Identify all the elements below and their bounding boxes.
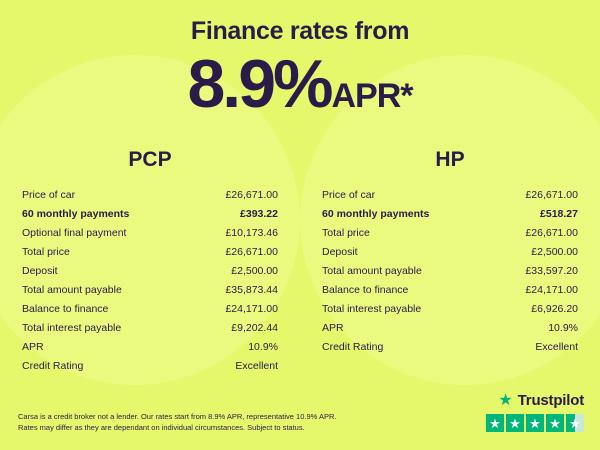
trustpilot-logo bbox=[486, 392, 584, 409]
row-label: Balance to finance bbox=[322, 284, 409, 296]
rate-value: 8.9% bbox=[187, 45, 331, 122]
row-value: £24,171.00 bbox=[225, 303, 278, 315]
disclaimer bbox=[18, 411, 348, 434]
disclaimer-line-2: Rates may differ as they are dependant on individual circumstances. Subject to status. bbox=[18, 423, 305, 433]
star-icon bbox=[526, 414, 544, 432]
table-row bbox=[22, 186, 278, 205]
table-row bbox=[22, 357, 278, 376]
row-value: £26,671.00 bbox=[225, 246, 278, 258]
row-value: £393.22 bbox=[240, 208, 278, 220]
row-label: Price of car bbox=[322, 189, 376, 201]
star-glyph: ★ bbox=[569, 415, 581, 431]
row-label: Credit Rating bbox=[322, 341, 384, 353]
row-value: £26,671.00 bbox=[225, 189, 278, 201]
column-title-pcp: PCP bbox=[128, 147, 172, 171]
row-label: Total amount payable bbox=[22, 284, 122, 296]
row-label: Optional final payment bbox=[22, 227, 127, 239]
disclaimer-line-1: Carsa is a credit broker not a lender. Our rates start from 8.9% APR, representative 10.9% APR. bbox=[18, 411, 337, 421]
star-icon: ★ bbox=[498, 392, 513, 409]
row-label: Total amount payable bbox=[322, 265, 422, 277]
star-glyph: ★ bbox=[489, 415, 501, 431]
row-value: 10.9% bbox=[548, 322, 578, 334]
table-row bbox=[22, 338, 278, 357]
table-row bbox=[322, 186, 578, 205]
row-label: Balance to finance bbox=[22, 303, 109, 315]
star-glyph: ★ bbox=[509, 415, 521, 431]
row-label: Total price bbox=[322, 227, 370, 239]
table-row bbox=[322, 319, 578, 338]
table-row bbox=[22, 224, 278, 243]
headline-rate bbox=[0, 45, 600, 122]
table-row bbox=[22, 281, 278, 300]
row-value: Excellent bbox=[535, 341, 578, 353]
row-label: APR bbox=[22, 341, 44, 353]
table-row bbox=[322, 224, 578, 243]
row-label: APR bbox=[322, 322, 344, 334]
table-row bbox=[22, 319, 278, 338]
table-row bbox=[322, 281, 578, 300]
table-row bbox=[22, 300, 278, 319]
page-title: Finance rates from bbox=[190, 17, 410, 45]
row-label: Total interest payable bbox=[322, 303, 422, 315]
row-label: Deposit bbox=[22, 265, 58, 277]
row-label: Credit Rating bbox=[22, 360, 84, 372]
row-value: £6,926.20 bbox=[531, 303, 578, 315]
row-value: £518.27 bbox=[540, 208, 578, 220]
row-label: Price of car bbox=[22, 189, 76, 201]
star-icon bbox=[506, 414, 524, 432]
row-value: £26,671.00 bbox=[525, 189, 578, 201]
finance-comparison bbox=[0, 148, 600, 376]
star-icon bbox=[486, 414, 504, 432]
table-row bbox=[322, 262, 578, 281]
table-row bbox=[22, 243, 278, 262]
star-half-icon bbox=[566, 414, 584, 432]
row-value: £2,500.00 bbox=[231, 265, 278, 277]
row-label: 60 monthly payments bbox=[322, 208, 430, 220]
trustpilot-name: Trustpilot bbox=[517, 392, 584, 409]
row-value: £2,500.00 bbox=[531, 246, 578, 258]
row-label: Total price bbox=[22, 246, 70, 258]
row-value: £24,171.00 bbox=[525, 284, 578, 296]
row-value: Excellent bbox=[235, 360, 278, 372]
row-label: Total interest payable bbox=[22, 322, 122, 334]
table-row bbox=[322, 338, 578, 357]
row-value: £10,173.46 bbox=[225, 227, 278, 239]
column-title-hp: HP bbox=[435, 147, 465, 171]
table-row bbox=[322, 243, 578, 262]
row-value: £9,202.44 bbox=[231, 322, 278, 334]
star-glyph: ★ bbox=[529, 415, 541, 431]
row-value: £33,597.20 bbox=[525, 265, 578, 277]
table-row bbox=[322, 205, 578, 224]
star-glyph: ★ bbox=[549, 415, 561, 431]
row-value: £26,671.00 bbox=[525, 227, 578, 239]
rate-suffix: APR* bbox=[331, 76, 413, 115]
row-value: £35,873.44 bbox=[225, 284, 278, 296]
table-row bbox=[22, 205, 278, 224]
finance-column-hp bbox=[300, 148, 600, 376]
table-row bbox=[22, 262, 278, 281]
trustpilot-rating[interactable] bbox=[486, 392, 584, 432]
trustpilot-stars bbox=[486, 414, 584, 432]
table-row bbox=[322, 300, 578, 319]
row-value: 10.9% bbox=[248, 341, 278, 353]
star-icon bbox=[546, 414, 564, 432]
row-label: Deposit bbox=[322, 246, 358, 258]
row-label: 60 monthly payments bbox=[22, 208, 130, 220]
finance-column-pcp bbox=[0, 148, 300, 376]
